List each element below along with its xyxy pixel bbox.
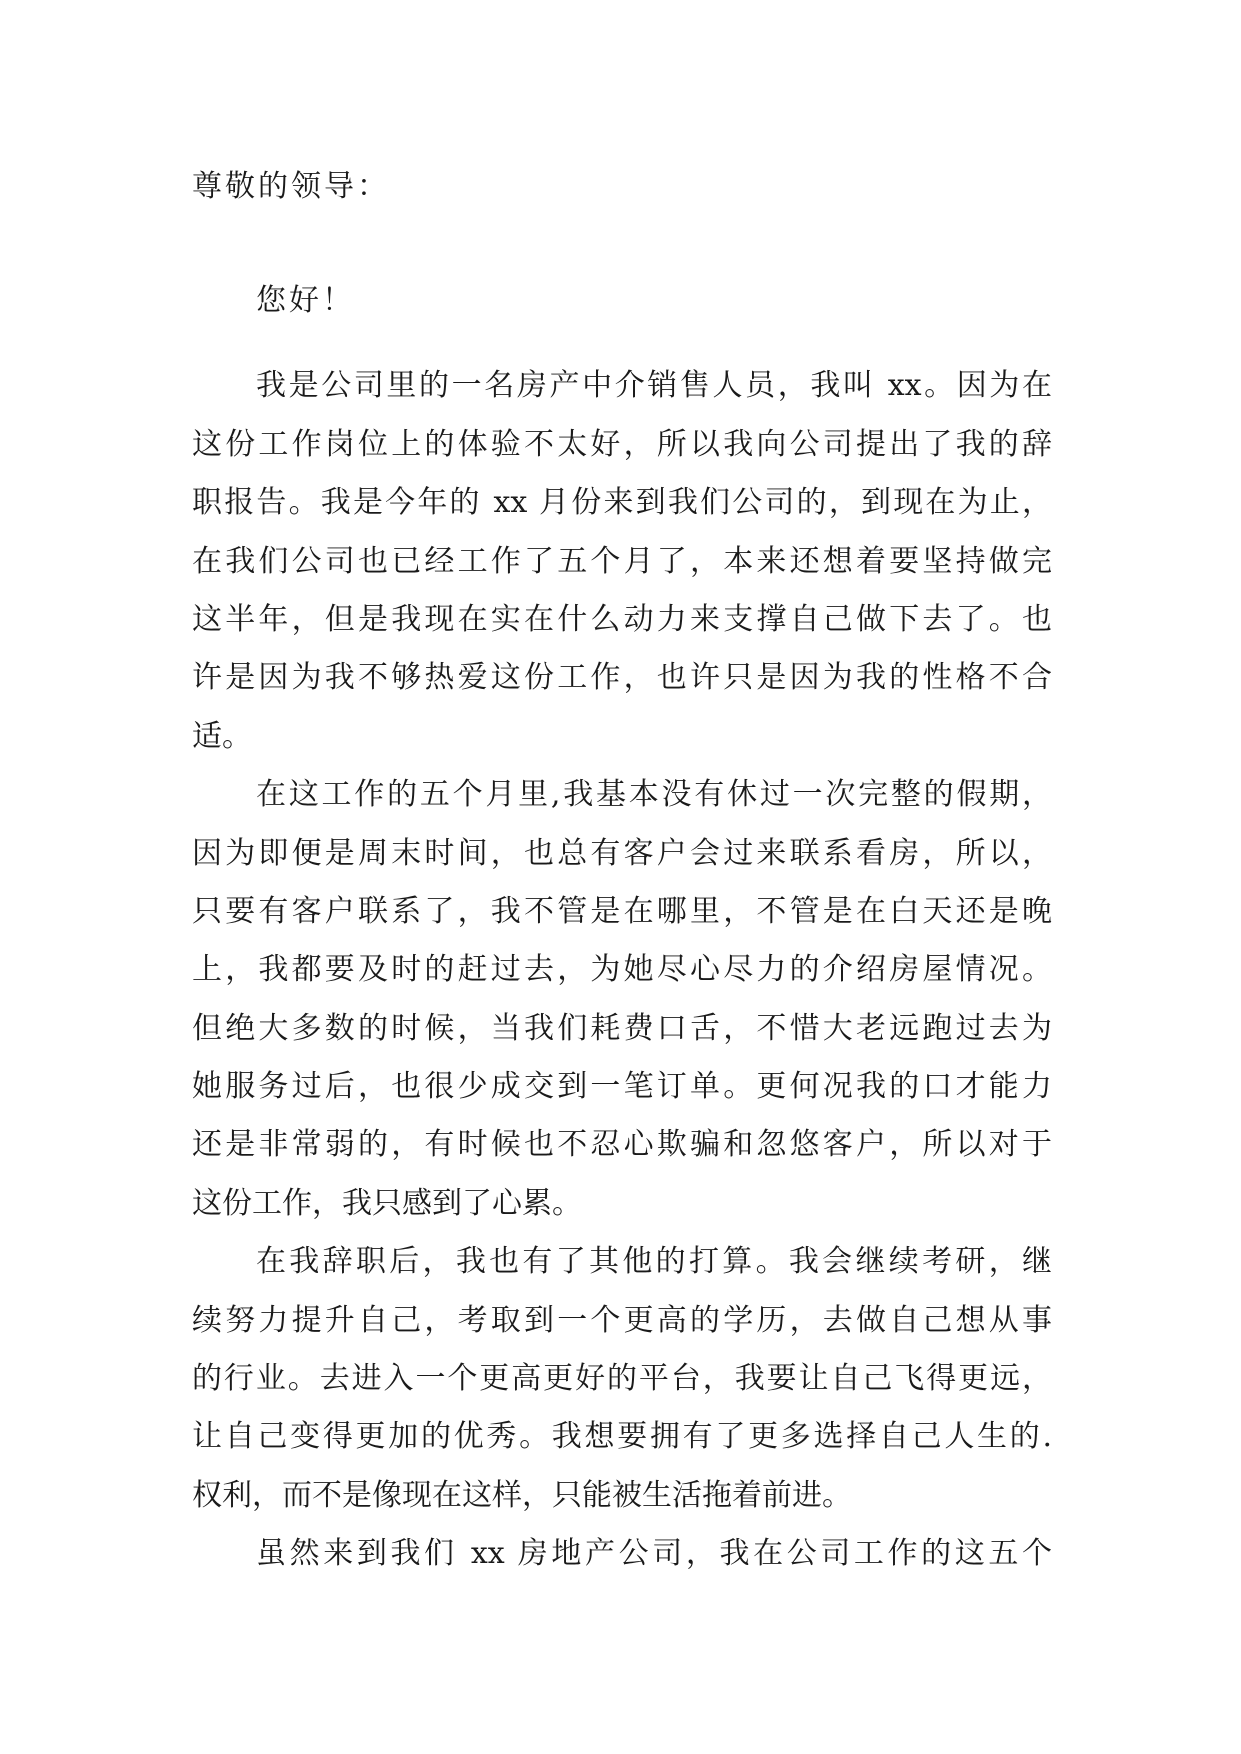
- paragraph-line: 她服务过后，也很少成交到一笔订单。更何况我的口才能力: [192, 1069, 1052, 1105]
- paragraph-line: 让自己变得更加的优秀。我想要拥有了更多选择自己人生的.: [192, 1419, 1052, 1455]
- greeting-line: 您好！: [256, 283, 355, 318]
- paragraph-line: 许是因为我不够热爱这份工作，也许只是因为我的性格不合: [192, 660, 1052, 696]
- paragraph-line: 只要有客户联系了，我不管是在哪里，不管是在白天还是晚: [192, 893, 1052, 929]
- paragraph-line: 权利，而不是像现在这样，只能被生活拖着前进。: [192, 1477, 852, 1513]
- paragraph-line: 适。: [192, 718, 252, 754]
- paragraph-line: 我是公司里的一名房产中介销售人员，我叫 xx。因为在: [256, 368, 1052, 404]
- paragraph-line: 续努力提升自己，考取到一个更高的学历，去做自己想从事: [192, 1302, 1052, 1338]
- paragraph-line: 因为即便是周末时间，也总有客户会过来联系看房，所以，: [192, 835, 1052, 871]
- salutation: 尊敬的领导：: [192, 169, 390, 204]
- paragraph-line: 还是非常弱的，有时候也不忍心欺骗和忽悠客户，所以对于: [192, 1127, 1052, 1163]
- paragraph-line: 上，我都要及时的赶过去，为她尽心尽力的介绍房屋情况。: [192, 952, 1052, 988]
- paragraph-line: 在这工作的五个月里,我基本没有休过一次完整的假期，: [256, 777, 1052, 813]
- paragraph-line: 在我辞职后，我也有了其他的打算。我会继续考研，继: [256, 1244, 1052, 1280]
- paragraph-line: 这半年，但是我现在实在什么动力来支撑自己做下去了。也: [192, 601, 1052, 637]
- paragraph-line: 但绝大多数的时候，当我们耗费口舌，不惜大老远跑过去为: [192, 1010, 1052, 1046]
- paragraph-line: 职报告。我是今年的 xx 月份来到我们公司的，到现在为止，: [192, 485, 1052, 521]
- paragraph-line: 虽然来到我们 xx 房地产公司，我在公司工作的这五个: [256, 1536, 1052, 1572]
- paragraph-line: 在我们公司也已经工作了五个月了，本来还想着要坚持做完: [192, 543, 1052, 579]
- paragraph-line: 这份工作，我只感到了心累。: [192, 1185, 582, 1221]
- letter-body: [192, 272, 1052, 1584]
- paragraph-line: 的行业。去进入一个更高更好的平台，我要让自己飞得更远，: [192, 1361, 1052, 1397]
- paragraph-line: 这份工作岗位上的体验不太好，所以我向公司提出了我的辞: [192, 426, 1052, 462]
